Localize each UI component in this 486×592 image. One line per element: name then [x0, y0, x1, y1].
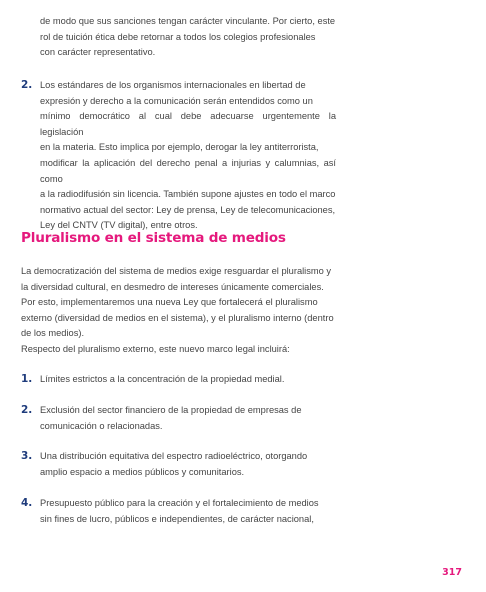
text-line: Por esto, implementaremos una nueva Ley que fortalecerá el pluralismo [21, 297, 318, 308]
list-number: 4. [21, 497, 33, 509]
text-line: Ley del CNTV (TV digital), entre otros. [40, 220, 198, 231]
text-line: Una distribución equitativa del espectro radioeléctrico, otorgando [40, 451, 308, 461]
list-item-text [40, 496, 336, 527]
list-number: 3. [21, 450, 33, 462]
list-number: 2. [21, 79, 33, 91]
text-line: externo (diversidad de medios en el sistema), y el pluralismo interno (dentro [21, 312, 334, 323]
text-line: Respecto del pluralismo externo, este nuevo marco legal incluirá: [21, 343, 290, 354]
intro-paragraph [21, 264, 336, 358]
list-item-text [40, 449, 336, 480]
text-line: en la materia. Esto implica por ejemplo, derogar la ley antiterrorista, [40, 142, 319, 153]
text-line: amplio espacio a medios públicos y comunitarios. [40, 466, 245, 477]
continued-paragraph [40, 14, 336, 61]
list-item-text [40, 78, 336, 234]
text-line: Límites estrictos a la concentración de la propiedad medial. [40, 374, 285, 384]
text-line: La democratización del sistema de medios exige resguardar el pluralismo y [21, 266, 332, 276]
text-line: Los estándares de los organismos internacionales en libertad de [40, 80, 306, 90]
text-line: comunicación o relacionadas. [40, 420, 163, 431]
text-line: con carácter representativo. [40, 47, 156, 58]
text-line: normativo actual del sector: Ley de prensa, Ley de telecomunicaciones, [40, 204, 336, 215]
text-line: modificar la aplicación del derecho penal a injurias y calumnias, así como [40, 157, 336, 184]
list-number: 1. [21, 373, 33, 385]
list-item-text [40, 372, 336, 388]
text-line: mínimo democrático al cual debe adecuarse urgentemente la legislación [40, 111, 336, 137]
text-line: Presupuesto público para la creación y el fortalecimiento de medios [40, 498, 319, 508]
text-line: la diversidad cultural, en desmedro de intereses únicamente comerciales. [21, 281, 324, 292]
text-line: sin fines de lucro, públicos e independientes, de carácter nacional, [40, 513, 314, 524]
list-number: 2. [21, 404, 33, 416]
text-line: a la radiodifusión sin licencia. También supone ajustes en todo el marco [40, 189, 336, 200]
text-line: Exclusión del sector financiero de la propiedad de empresas de [40, 405, 302, 415]
page-number: 317 [442, 567, 462, 578]
section-heading: Pluralismo en el sistema de medios [21, 230, 286, 246]
text-line: de modo que sus sanciones tengan carácter vinculante. Por cierto, este [40, 16, 336, 26]
text-line: expresión y derecho a la comunicación serán entendidos como un [40, 95, 313, 106]
text-line: de los medios). [21, 328, 85, 339]
text-line: rol de tuición ética debe retornar a todos los colegios profesionales [40, 31, 316, 42]
list-item-text [40, 403, 336, 434]
